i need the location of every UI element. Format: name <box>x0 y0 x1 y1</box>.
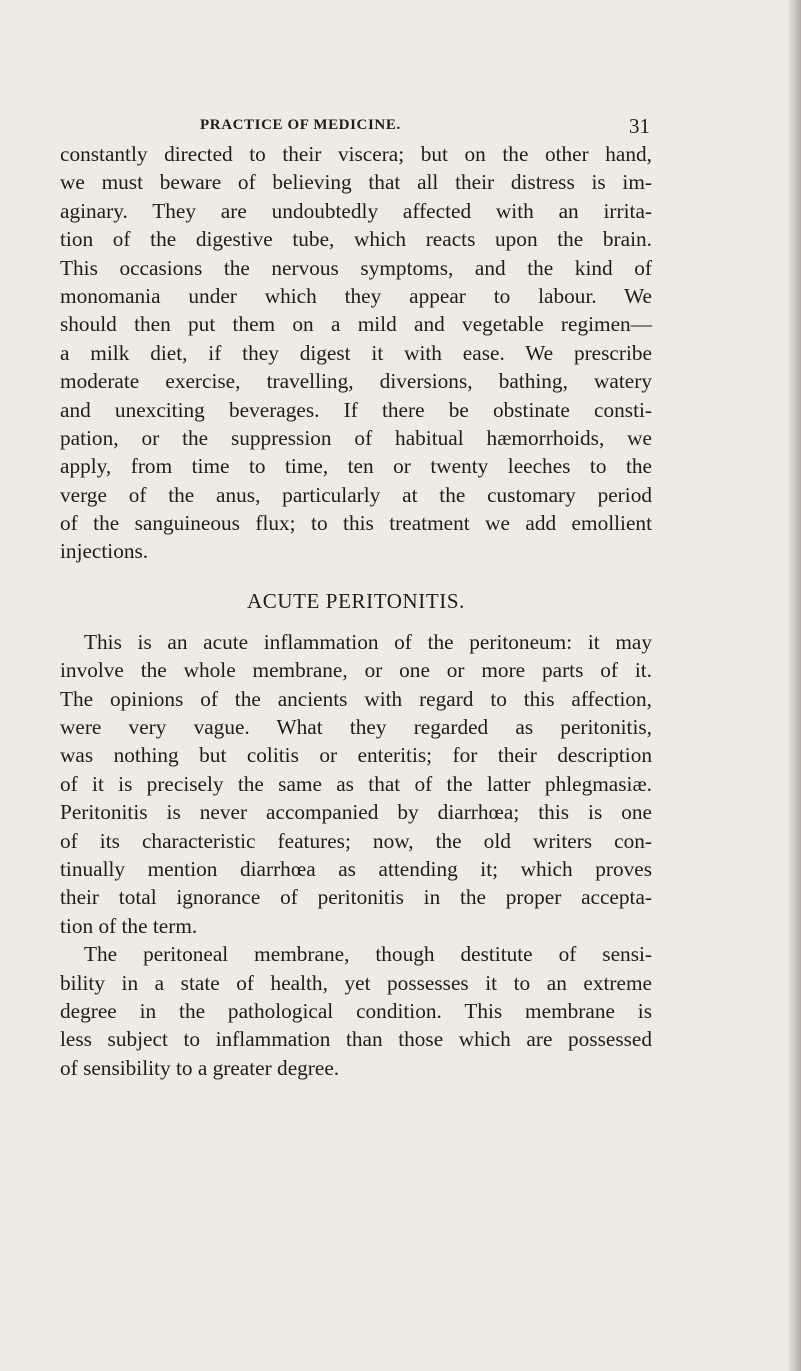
text-line: tinually mention diarrhœa as attending it; which proves <box>60 856 652 881</box>
text-line: of sensibility to a greater degree. <box>60 1055 340 1080</box>
paragraph-1 <box>60 140 652 566</box>
text-line: bility in a state of health, yet possesses it to an extreme <box>60 970 652 995</box>
text-line: degree in the pathological condition. This membrane is <box>60 998 652 1023</box>
text-line: was nothing but colitis or enteritis; for their description <box>60 743 652 768</box>
text-line: constantly directed to their viscera; but on the other hand, <box>60 142 652 166</box>
text-line: aginary. They are undoubtedly affected with an irrita- <box>60 198 652 223</box>
running-head-title: PRACTICE OF MEDICINE. <box>200 117 401 133</box>
text-line: a milk diet, if they digest it with ease. We prescribe <box>60 340 652 365</box>
body-text <box>60 140 652 1082</box>
text-line: This is an acute inflammation of the peritoneum: it may <box>84 629 652 654</box>
text-line: we must beware of believing that all their distress is im- <box>60 170 652 195</box>
text-line: and unexciting beverages. If there be obstinate consti- <box>60 397 652 422</box>
text-line: were very vague. What they regarded as peritonitis, <box>60 715 652 740</box>
text-line: moderate exercise, travelling, diversions, bathing, watery <box>60 369 652 394</box>
text-line: This occasions the nervous symptoms, and the kind of <box>60 255 652 280</box>
page-edge-shadow <box>787 0 801 1371</box>
text-line: The peritoneal membrane, though destitute of sensi- <box>84 942 652 967</box>
section-heading: ACUTE PERITONITIS. <box>246 588 466 613</box>
text-line: their total ignorance of peritonitis in the proper accepta- <box>60 885 652 910</box>
text-line: less subject to inflammation than those which are possessed <box>60 1027 652 1052</box>
text-line: involve the whole membrane, or one or more parts of it. <box>60 658 652 683</box>
text-line: of its characteristic features; now, the old writers con- <box>60 828 652 853</box>
text-line: should then put them on a mild and vegetable regimen— <box>60 312 652 337</box>
text-line: Peritonitis is never accompanied by diarrhœa; this is one <box>60 800 652 825</box>
text-line: injections. <box>60 539 149 564</box>
text-line: tion of the term. <box>60 913 198 938</box>
paragraph-3 <box>60 940 652 1082</box>
paragraph-2 <box>60 628 652 940</box>
text-line: tion of the digestive tube, which reacts upon the brain. <box>60 227 652 252</box>
text-line: apply, from time to time, ten or twenty leeches to the <box>60 454 652 479</box>
running-head <box>60 114 650 138</box>
text-line: of it is precisely the same as that of the latter phlegmasiæ. <box>60 771 652 796</box>
page-number: 31 <box>629 114 650 138</box>
text-line: The opinions of the ancients with regard to this affection, <box>60 686 652 711</box>
text-line: monomania under which they appear to labour. We <box>60 283 652 308</box>
text-line: pation, or the suppression of habitual hæmorrhoids, we <box>60 425 652 450</box>
text-line: verge of the anus, particularly at the customary period <box>60 482 652 507</box>
text-line: of the sanguineous flux; to this treatment we add emollient <box>60 511 652 536</box>
